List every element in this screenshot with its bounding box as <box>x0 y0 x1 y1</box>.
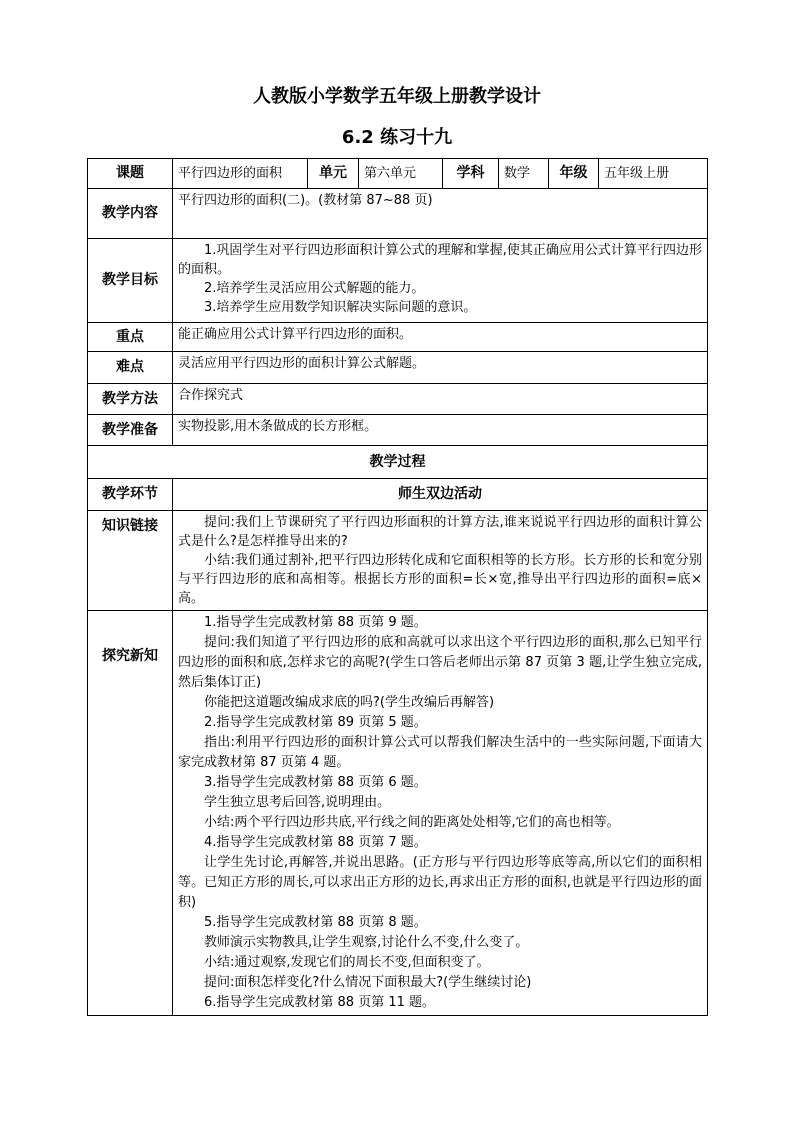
subject-value: 数学 <box>499 159 549 189</box>
goals-row <box>88 239 708 323</box>
topic-value: 平行四边形的面积 <box>173 159 308 189</box>
paragraph: 提问:我们上节课研究了平行四边形面积的计算方法,谁来说说平行四边形的面积计算公式是什么?是怎样推导出来的? <box>178 515 702 549</box>
activity-column-header: 师生双边活动 <box>173 479 708 511</box>
difficulty-value: 灵活应用平行四边形的面积计算公式解题。 <box>173 352 708 384</box>
explore-row <box>88 611 708 1016</box>
info-row <box>88 159 708 189</box>
unit-label: 单元 <box>308 159 359 189</box>
lesson-title: 6.2 练习十九 <box>341 127 453 148</box>
grade-label: 年级 <box>549 159 599 189</box>
key-point-row <box>88 323 708 352</box>
key-point-label: 重点 <box>88 323 173 352</box>
explore-label: 探究新知 <box>88 611 173 1016</box>
prep-label: 教学准备 <box>88 415 173 446</box>
paragraph: 4.指导学生完成教材第 88 页第 7 题。 <box>204 835 427 850</box>
paragraph: 小结:我们通过割补,把平行四边形转化成和它面积相等的长方形。长方形的长和宽分别与平行四边形的底和高相等。根据长方形的面积=长×宽,推导出平行四边形的面积=底×高。 <box>178 553 703 606</box>
paragraph: 你能把这道题改编成求底的吗?(学生改编后再解答) <box>204 695 495 710</box>
goals-cell <box>173 239 708 323</box>
paragraph: 提问:我们知道了平行四边形的底和高就可以求出这个平行四边形的面积,那么已知平行四边形的面积和底,怎样求它的高呢?(学生口答后老师出示第 87 页第 3 题,让学生独立完成,然后集体订正) <box>178 635 702 690</box>
difficulty-label: 难点 <box>88 352 173 384</box>
paragraph: 学生独立思考后回答,说明理由。 <box>204 795 391 810</box>
process-columns-row <box>88 479 708 511</box>
content-row <box>88 189 708 239</box>
paragraph: 指出:利用平行四边形的面积计算公式可以帮我们解决生活中的一些实际问题,下面请大家完成教材第 87 页第 4 题。 <box>178 735 702 770</box>
topic-label: 课题 <box>88 159 173 189</box>
lesson-plan-table <box>87 158 708 1016</box>
prep-row <box>88 415 708 446</box>
explore-cell <box>173 611 708 1016</box>
method-row <box>88 384 708 415</box>
paragraph: 提问:面积怎样变化?什么情况下面积最大?(学生继续讨论) <box>204 975 532 990</box>
process-heading: 教学过程 <box>88 446 708 479</box>
method-value: 合作探究式 <box>173 384 708 415</box>
goals-label: 教学目标 <box>88 239 173 323</box>
paragraph: 教师演示实物教具,让学生观察,讨论什么不变,什么变了。 <box>204 935 529 950</box>
key-point-value: 能正确应用公式计算平行四边形的面积。 <box>173 323 708 352</box>
link-row <box>88 511 708 611</box>
method-label: 教学方法 <box>88 384 173 415</box>
stage-column-header: 教学环节 <box>88 479 173 511</box>
link-label: 知识链接 <box>88 511 173 611</box>
difficulty-row <box>88 352 708 384</box>
paragraph: 3.指导学生完成教材第 88 页第 6 题。 <box>204 775 427 790</box>
process-heading-row <box>88 446 708 479</box>
goal-item: 2.培养学生灵活应用公式解题的能力。 <box>204 281 425 296</box>
paragraph: 5.指导学生完成教材第 88 页第 8 题。 <box>204 915 427 930</box>
grade-value: 五年级上册 <box>599 159 708 189</box>
paragraph: 让学生先讨论,再解答,并说出思路。(正方形与平行四边形等底等高,所以它们的面积相等。已知正方形的周长,可以求出正方形的边长,再求出正方形的面积,也就是平行四边形的面积) <box>178 855 702 910</box>
document-title: 人教版小学数学五年级上册教学设计 <box>253 86 541 107</box>
paragraph: 2.指导学生完成教材第 89 页第 5 题。 <box>204 715 427 730</box>
goal-item: 3.培养学生应用数学知识解决实际问题的意识。 <box>204 300 477 315</box>
link-cell <box>173 511 708 611</box>
unit-value: 第六单元 <box>359 159 443 189</box>
goal-item: 1.巩固学生对平行四边形面积计算公式的理解和掌握,使其正确应用公式计算平行四边形的面积。 <box>178 243 702 277</box>
content-label: 教学内容 <box>88 189 173 239</box>
content-value: 平行四边形的面积(二)。(教材第 87~88 页) <box>173 189 708 239</box>
paragraph: 6.指导学生完成教材第 88 页第 11 题。 <box>204 995 436 1010</box>
paragraph: 小结:通过观察,发现它们的周长不变,但面积变了。 <box>204 955 490 970</box>
subject-label: 学科 <box>443 159 499 189</box>
paragraph: 1.指导学生完成教材第 88 页第 9 题。 <box>204 615 427 630</box>
prep-value: 实物投影,用木条做成的长方形框。 <box>173 415 708 446</box>
paragraph: 小结:两个平行四边形共底,平行线之间的距离处处相等,它们的高也相等。 <box>204 815 620 830</box>
